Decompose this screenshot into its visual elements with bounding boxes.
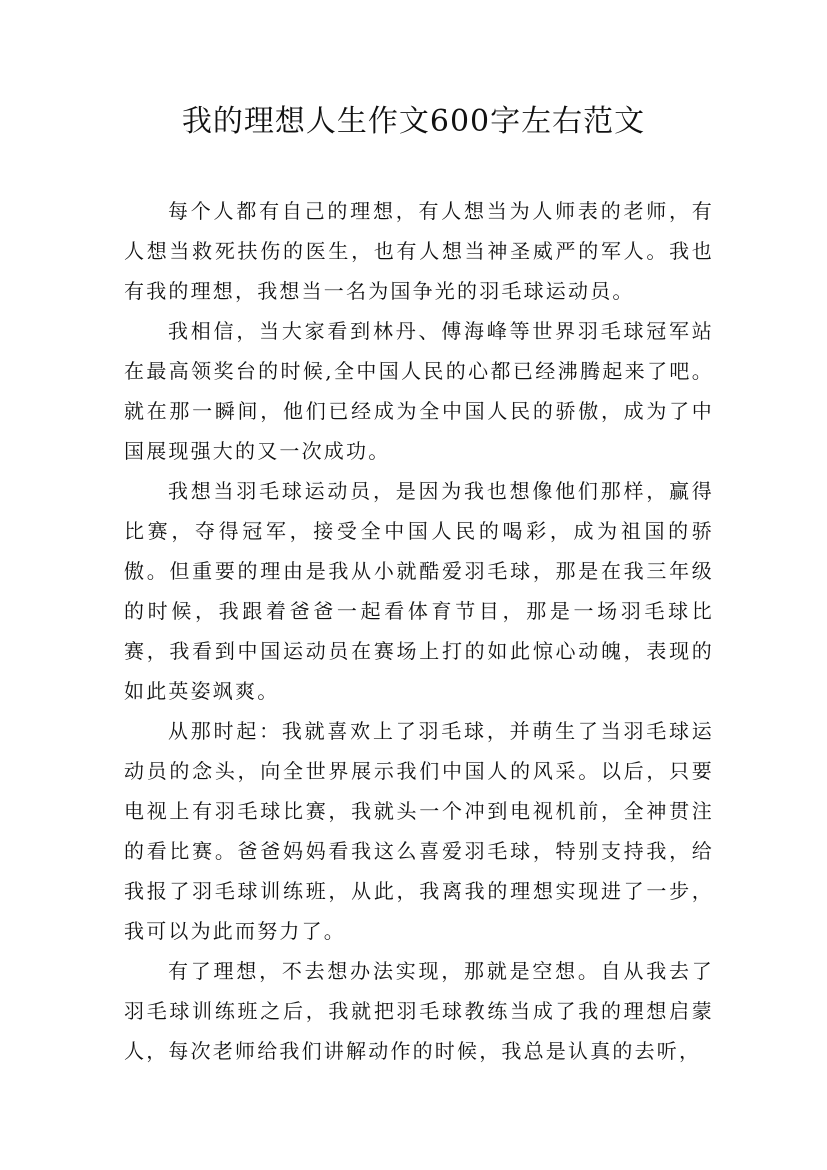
paragraph-4: 从那时起：我就喜欢上了羽毛球，并萌生了当羽毛球运动员的念头，向全世界展示我们中国人的风采。以后，只要电视上有羽毛球比赛，我就头一个冲到电视机前，全神贯注的看比赛。爸爸妈妈看我这么喜爱羽毛球，特别支持我，给我报了羽毛球训练班，从此，我离我的理想实现进了一步，我可以为此而努力了。 (124, 719, 714, 943)
paragraph-2: 我相信，当大家看到林丹、傅海峰等世界羽毛球冠军站在最高领奖台的时候,全中国人民的心都已经沸腾起来了吧。就在那一瞬间，他们已经成为全中国人民的骄傲，成为了中国展现强大的又一次成功。 (124, 319, 714, 463)
paragraph-3: 我想当羽毛球运动员，是因为我也想像他们那样，赢得比赛，夺得冠军，接受全中国人民的喝彩，成为祖国的骄傲。但重要的理由是我从小就酷爱羽毛球，那是在我三年级的时候，我跟着爸爸一起看体育节目，那是一场羽毛球比赛，我看到中国运动员在赛场上打的如此惊心动魄，表现的如此英姿飒爽。 (124, 479, 714, 703)
paragraph-5: 有了理想，不去想办法实现，那就是空想。自从我去了羽毛球训练班之后，我就把羽毛球教练当成了我的理想启蒙人，每次老师给我们讲解动作的时候，我总是认真的去听， (124, 959, 714, 1063)
document-title: 我的理想人生作文600字左右范文 (181, 104, 646, 139)
document-body (124, 191, 714, 1071)
paragraph-1: 每个人都有自己的理想，有人想当为人师表的老师，有人想当救死扶伤的医生，也有人想当神圣威严的军人。我也有我的理想，我想当一名为国争光的羽毛球运动员。 (124, 199, 714, 303)
